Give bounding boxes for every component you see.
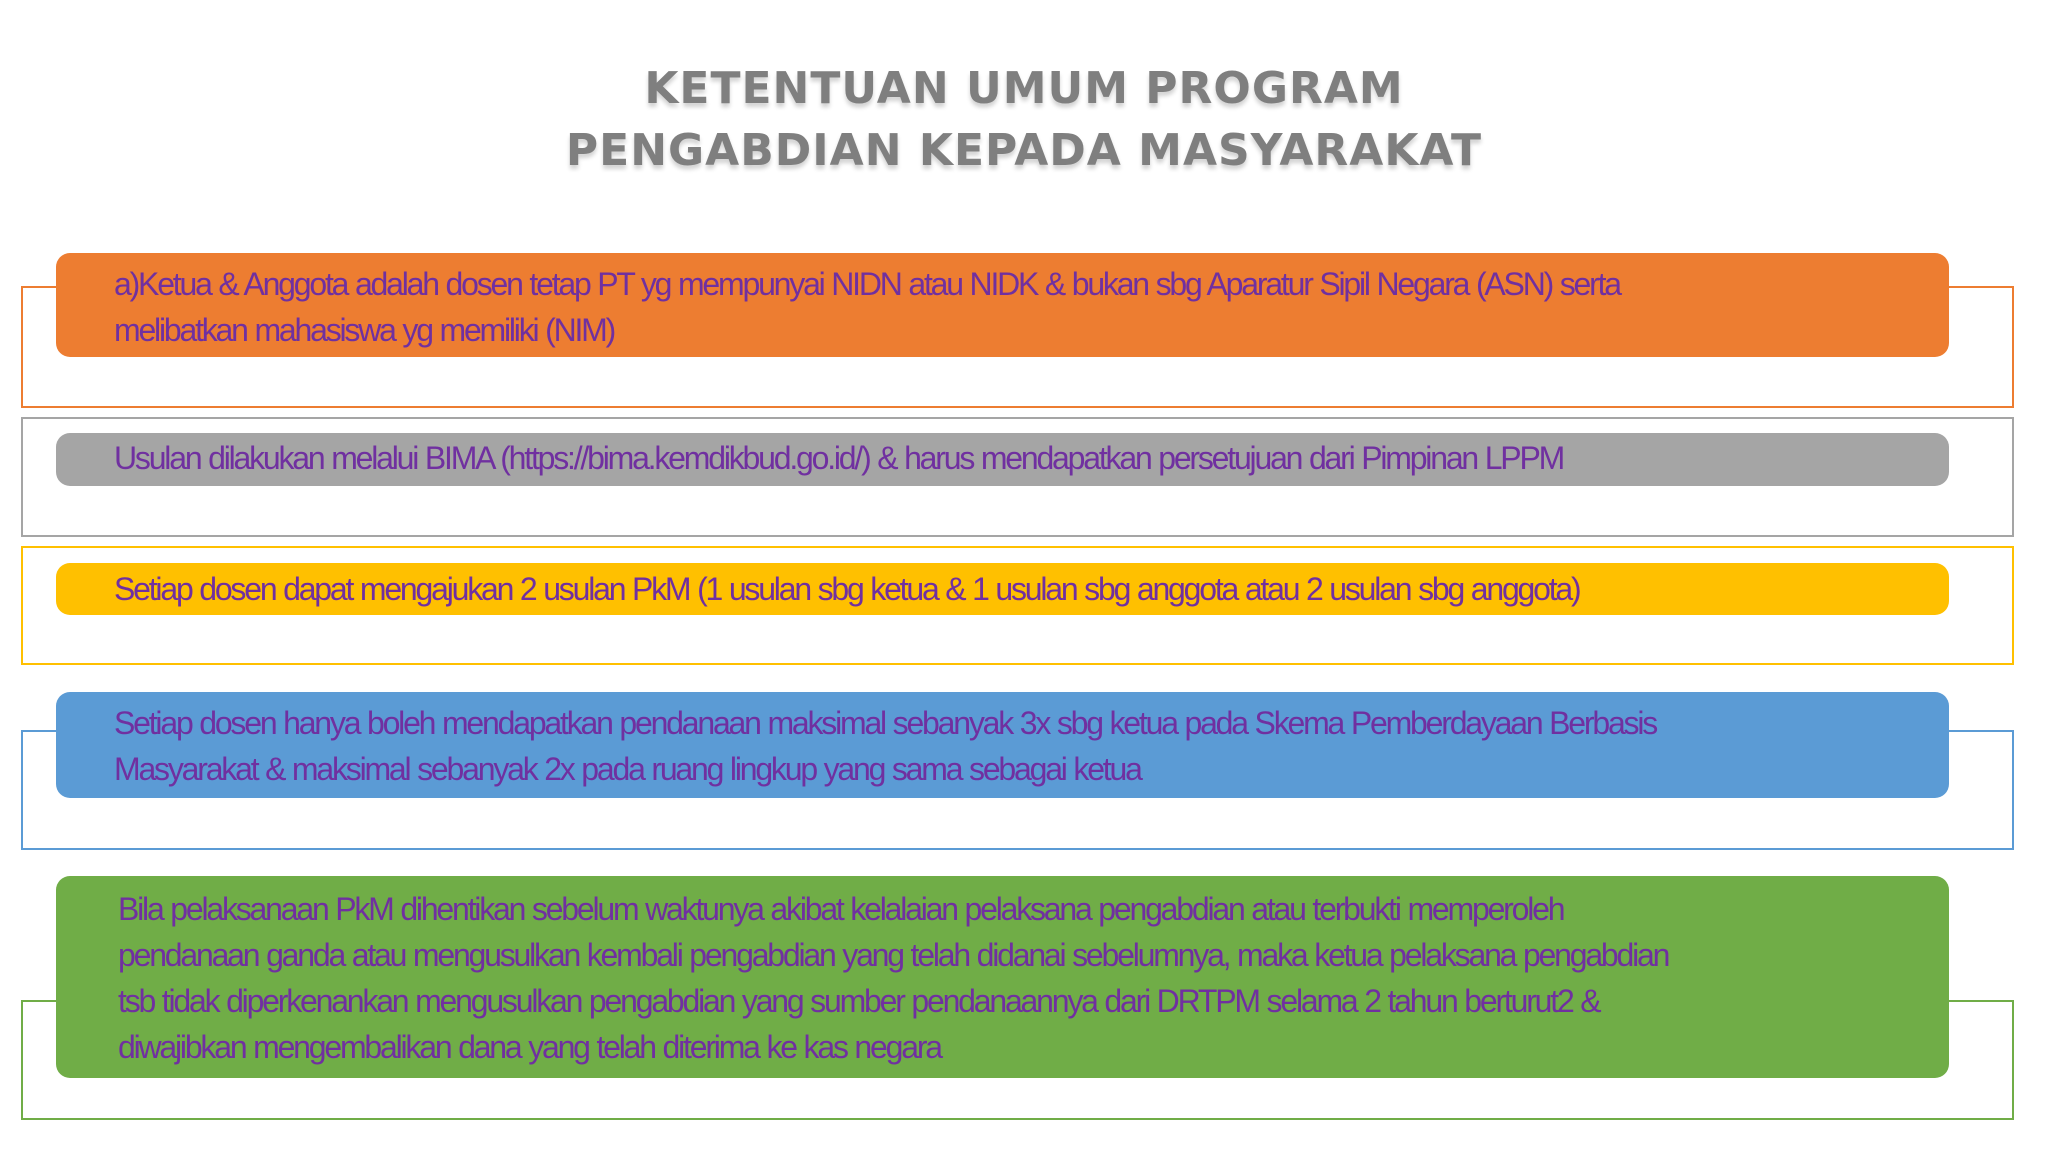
item-4-line-1: Setiap dosen hanya boleh mendapatkan pendanaan maksimal sebanyak 3x sbg ketua pada Skema Pemberdayaan Berbasis <box>114 705 1657 741</box>
item-1-line-1: a)Ketua & Anggota adalah dosen tetap PT yg mempunyai NIDN atau NIDK & bukan sbg Aparatur Sipil Negara (ASN) serta <box>114 266 1620 302</box>
item-5-line-4: diwajibkan mengembalikan dana yang telah diterima ke kas negara <box>118 1029 941 1065</box>
slide-title <box>0 58 2048 182</box>
slide-title-line-2: PENGABDIAN KEPADA MASYARAKAT <box>565 125 1483 176</box>
item-4-card <box>56 692 1949 798</box>
item-1-card <box>56 253 1949 357</box>
slide-title-line-1: KETENTUAN UMUM PROGRAM <box>644 63 1404 114</box>
item-4-line-2: Masyarakat & maksimal sebanyak 2x pada ruang lingkup yang sama sebagai ketua <box>114 751 1141 787</box>
item-3-card <box>56 563 1949 615</box>
item-3-line-1: Setiap dosen dapat mengajukan 2 usulan PkM (1 usulan sbg ketua & 1 usulan sbg anggota atau 2 usulan sbg anggota) <box>114 571 1580 607</box>
item-2-card <box>56 433 1949 486</box>
item-5-card <box>56 876 1949 1078</box>
item-2-line-1: Usulan dilakukan melalui BIMA (https://bima.kemdikbud.go.id/) & harus mendapatkan persetujuan dari Pimpinan LPPM <box>114 440 1564 476</box>
item-5-line-3: tsb tidak diperkenankan mengusulkan pengabdian yang sumber pendanaannya dari DRTPM selama 2 tahun berturut2 & <box>118 983 1600 1019</box>
item-1-line-2: melibatkan mahasiswa yg memiliki (NIM) <box>114 312 615 348</box>
item-5-line-2: pendanaan ganda atau mengusulkan kembali pengabdian yang telah didanai sebelumnya, maka ketua pelaksana pengabdian <box>118 937 1669 973</box>
item-5-line-1: Bila pelaksanaan PkM dihentikan sebelum waktunya akibat kelalaian pelaksana pengabdian atau terbukti memperoleh <box>118 891 1564 927</box>
